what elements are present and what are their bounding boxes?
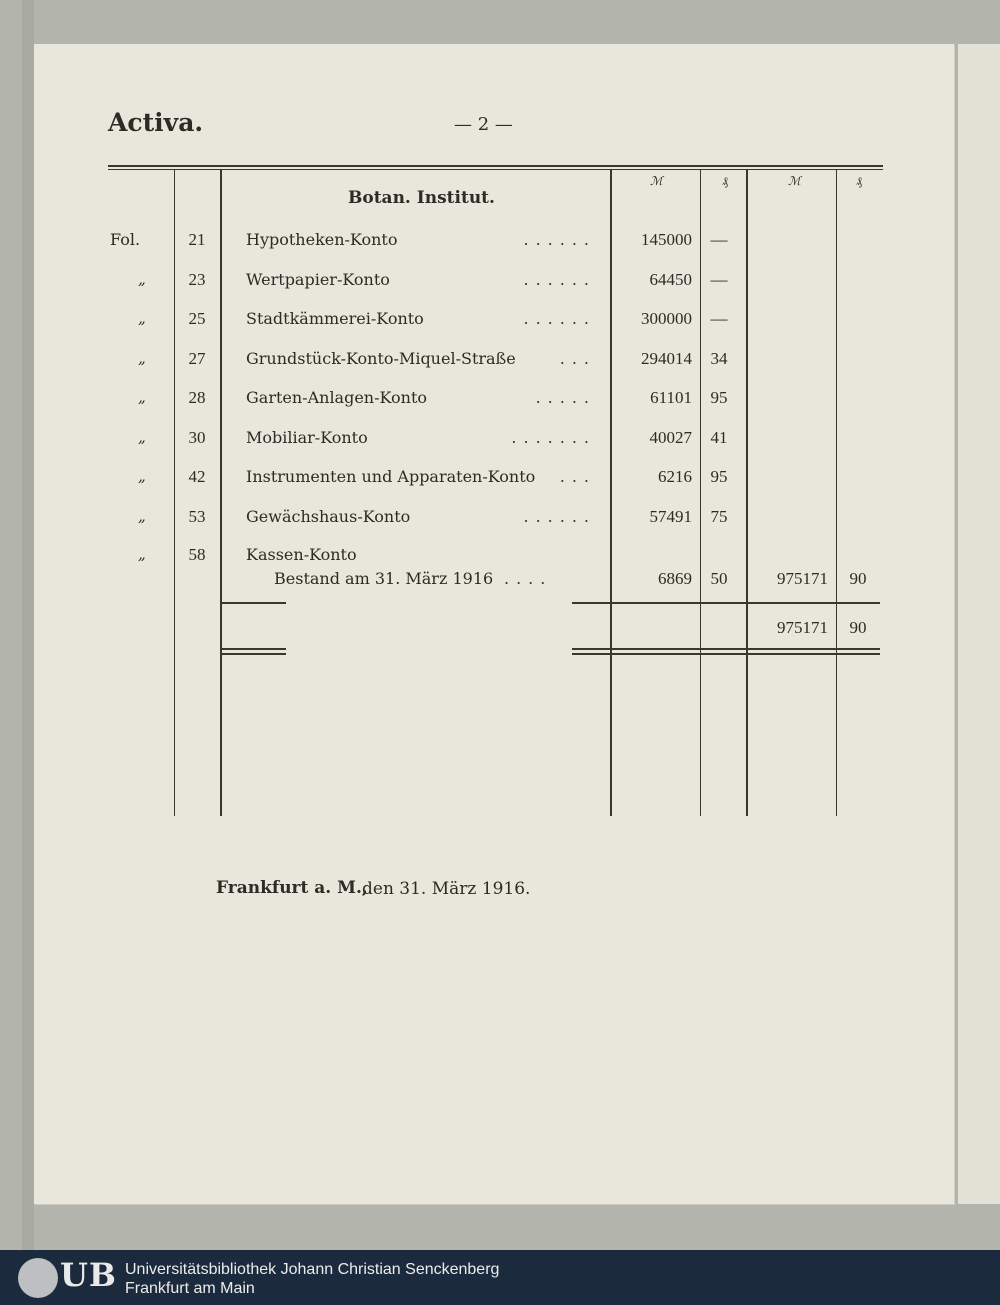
document-page [34,44,954,1204]
col-rule-pf2 [836,170,837,816]
ub-logo: UB [60,1256,117,1294]
mark-header-2: ℳ [788,174,801,188]
folio-number: 28 [188,388,206,407]
col-rule-folio [174,170,175,816]
mark-header-1: ℳ [650,174,663,188]
amount-pf: 95 [710,467,728,486]
account-label: Mobiliar-Konto [246,428,368,447]
sum-rule-left [222,602,286,604]
folio-prefix: „ [138,467,146,485]
folio-prefix: „ [138,428,146,446]
total-pf: 90 [849,618,867,637]
account-label: Kassen-Konto [246,545,357,564]
amount-pf: — [710,270,728,289]
col-rule-pf1 [700,170,701,816]
institution-city: Frankfurt am Main [125,1280,255,1297]
subtotal-mark: 975171 [777,569,828,588]
account-label: Gewächshaus-Konto [246,507,411,526]
institution-name: Universitätsbibliothek Johann Christian Senckenberg [125,1261,500,1278]
amount-mark: 64450 [649,270,692,289]
senckenberg-portrait-icon [18,1258,58,1298]
amount-pf: 95 [710,388,728,407]
leader-dots: ...... [523,270,596,289]
library-footer [0,1250,1000,1305]
folio-prefix: Fol. [110,230,141,249]
amount-mark: 57491 [649,507,692,526]
folio-prefix: „ [138,388,146,406]
col-rule-mark1 [610,170,612,816]
double-rule-right-b [572,653,880,655]
page-number: — 2 — [454,114,513,135]
amount-mark: 294014 [641,349,692,368]
folio-number: 53 [188,507,206,526]
folio-prefix: „ [138,545,146,563]
leader-dots: ...... [523,507,596,526]
pf-header-1: ₰ [722,174,728,188]
total-mark: 975171 [777,618,828,637]
account-label: Instrumenten und Apparaten-Konto [246,467,536,486]
account-label: Hypotheken-Konto [246,230,398,249]
folio-number: 30 [188,428,206,447]
subtotal-pf: 90 [849,569,867,588]
double-rule-right-a [572,648,880,650]
table-heading: Botan. Institut. [348,188,495,208]
amount-pf: — [710,309,728,328]
folio-prefix: „ [138,349,146,367]
closing-place: Frankfurt a. M., [216,878,368,898]
account-label: Garten-Anlagen-Konto [246,388,428,407]
amount-pf: — [710,230,728,249]
col-rule-text [220,170,222,816]
folio-number: 58 [188,545,206,564]
amount-pf: 75 [710,507,728,526]
double-rule-left-a [222,648,286,650]
col-rule-mark2 [746,170,748,816]
folio-number: 21 [188,230,206,249]
bestand-mark: 6869 [658,569,692,588]
folio-prefix: „ [138,270,146,288]
amount-mark: 6216 [658,467,692,486]
amount-pf: 34 [710,349,728,368]
folio-number: 27 [188,349,206,368]
top-rule-thin [108,169,883,170]
amount-pf: 41 [710,428,728,447]
binding-edge [22,0,34,1250]
amount-mark: 40027 [649,428,692,447]
leader-dots: .... [504,569,553,588]
leader-dots: ... [559,467,596,486]
folio-prefix: „ [138,507,146,525]
closing-date: den 31. März 1916. [362,879,531,899]
account-label: Stadtkämmerei-Konto [246,309,424,328]
bestand-pf: 50 [710,569,728,588]
folio-number: 42 [188,467,206,486]
amount-mark: 300000 [641,309,692,328]
section-title: Activa. [108,108,204,137]
amount-mark: 61101 [650,388,692,407]
sum-rule-right [572,602,880,604]
pf-header-2: ₰ [856,174,862,188]
amount-mark: 145000 [641,230,692,249]
double-rule-left-b [222,653,286,655]
facing-page-edge [958,44,1000,1204]
bestand-label: Bestand am 31. März 1916 [274,569,494,588]
folio-prefix: „ [138,309,146,327]
account-label: Wertpapier-Konto [246,270,390,289]
folio-number: 25 [188,309,206,328]
leader-dots: ... [559,349,596,368]
leader-dots: ...... [523,309,596,328]
account-label: Grundstück-Konto-Miquel-Straße [246,349,516,368]
folio-number: 23 [188,270,206,289]
top-rule [108,165,883,167]
leader-dots: ...... [523,230,596,249]
leader-dots: ..... [535,388,596,407]
leader-dots: ....... [511,428,596,447]
